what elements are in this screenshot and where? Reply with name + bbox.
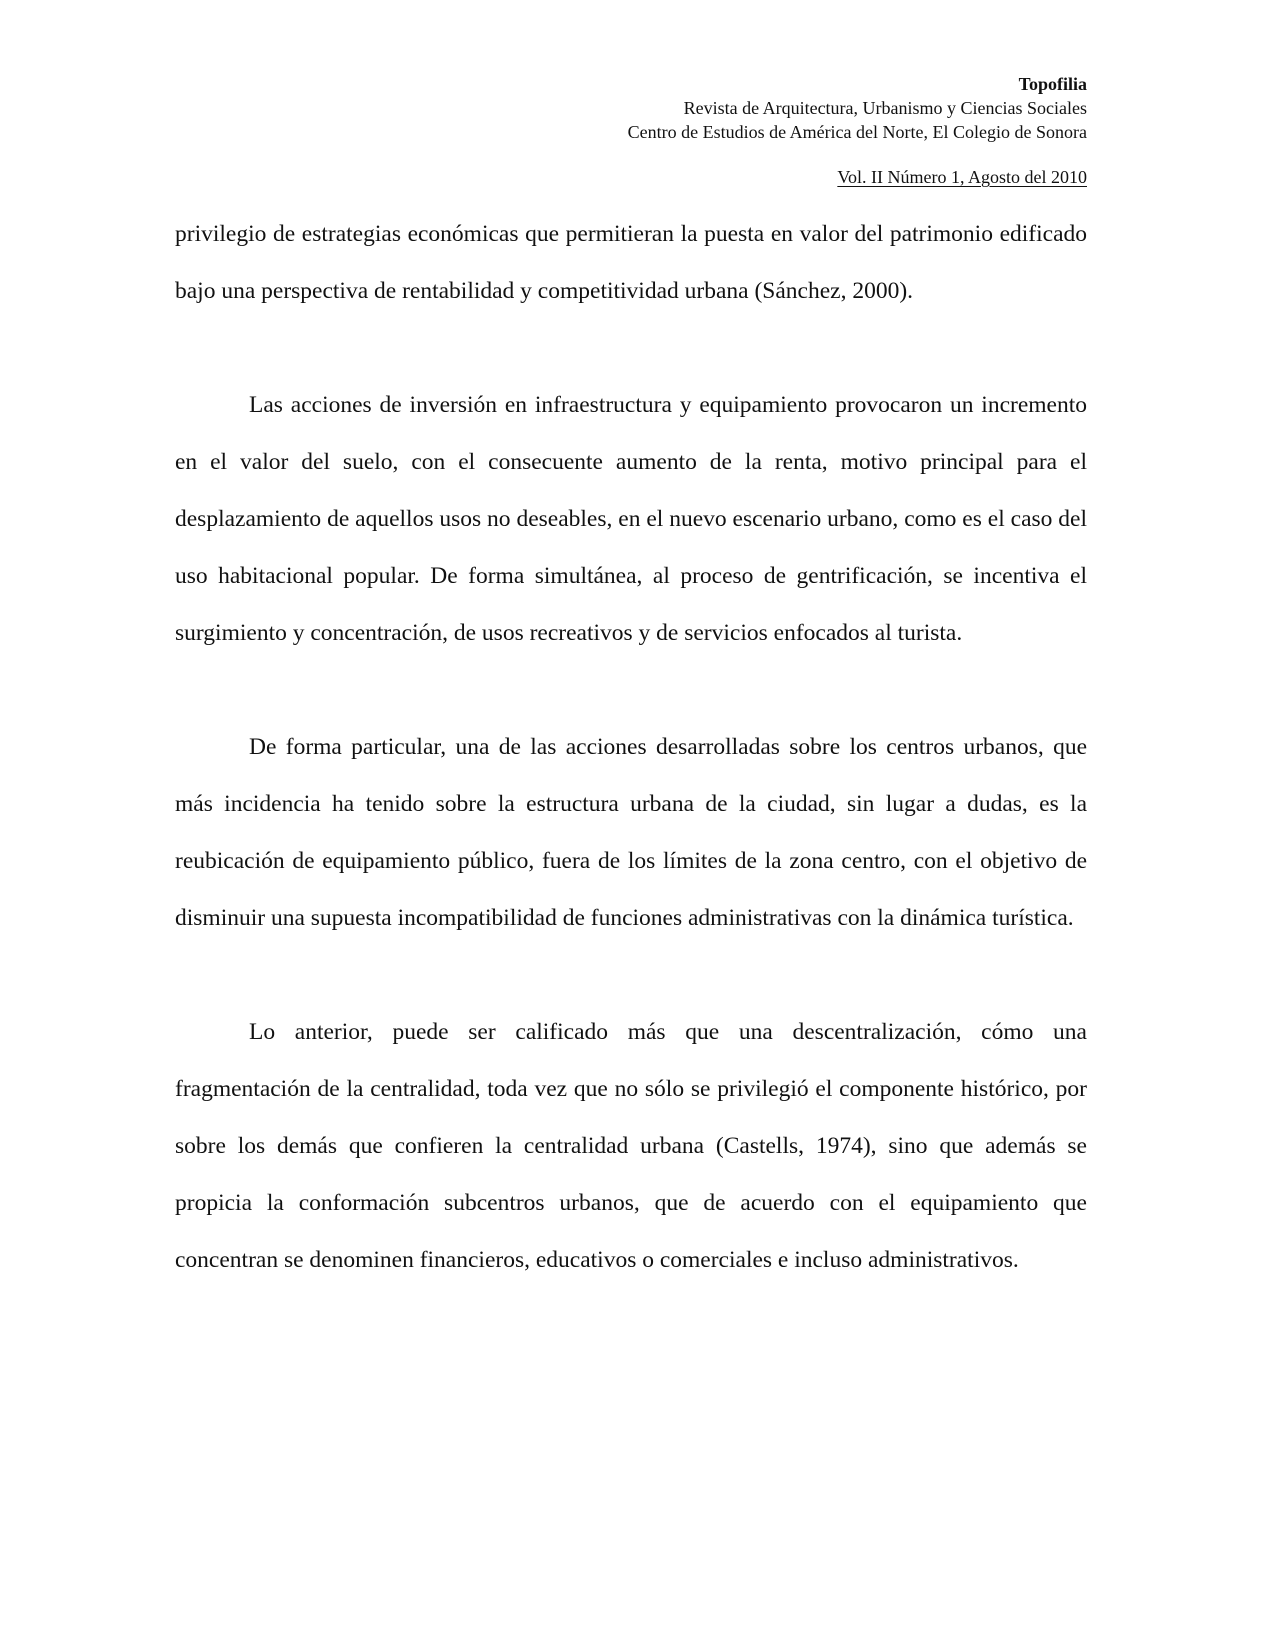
paragraph: De forma particular, una de las acciones desarrolladas sobre los centros urbanos, que más incidencia ha tenido sobre la estructura urbana de la ciudad, sin lugar a dudas, es la reubicación de equipamiento público, fuera de los límites de la zona centro, con el objetivo de disminuir una supuesta incompatibilidad de funciones administrativas con la dinámica turística. [175,734,1087,931]
journal-title: Topofilia [1018,74,1087,94]
journal-subtitle: Revista de Arquitectura, Urbanismo y Ciencias Sociales [683,98,1087,118]
paragraph: Las acciones de inversión en infraestructura y equipamiento provocaron un incremento en el valor del suelo, con el consecuente aumento de la renta, motivo principal para el desplazamiento de aquellos usos no deseables, en el nuevo escenario urbano, como es el caso del uso habitacional popular. De forma simultánea, al proceso de gentrificación, se incentiva el surgimiento y concentración, de usos recreativos y de servicios enfocados al turista. [175,392,1087,646]
paragraph-continued: privilegio de estrategias económicas que permitieran la puesta en valor del patrimonio edificado bajo una perspectiva de rentabilidad y competitividad urbana (Sánchez, 2000). [175,221,1087,304]
paragraph: Lo anterior, puede ser calificado más que una descentralización, cómo una fragmentación de la centralidad, toda vez que no sólo se privilegió el componente histórico, por sobre los demás que confieren la centralidad urbana (Castells, 1974), sino que además se propicia la conformación subcentros urbanos, que de acuerdo con el equipamiento que concentran se denominen financieros, educativos o comerciales e incluso administrativos. [175,1019,1087,1273]
body-text [175,206,1087,1346]
journal-header [387,72,1087,189]
issue-info: Vol. II Número 1, Agosto del 2010 [837,167,1087,187]
journal-institution: Centro de Estudios de América del Norte, El Colegio de Sonora [627,122,1087,142]
